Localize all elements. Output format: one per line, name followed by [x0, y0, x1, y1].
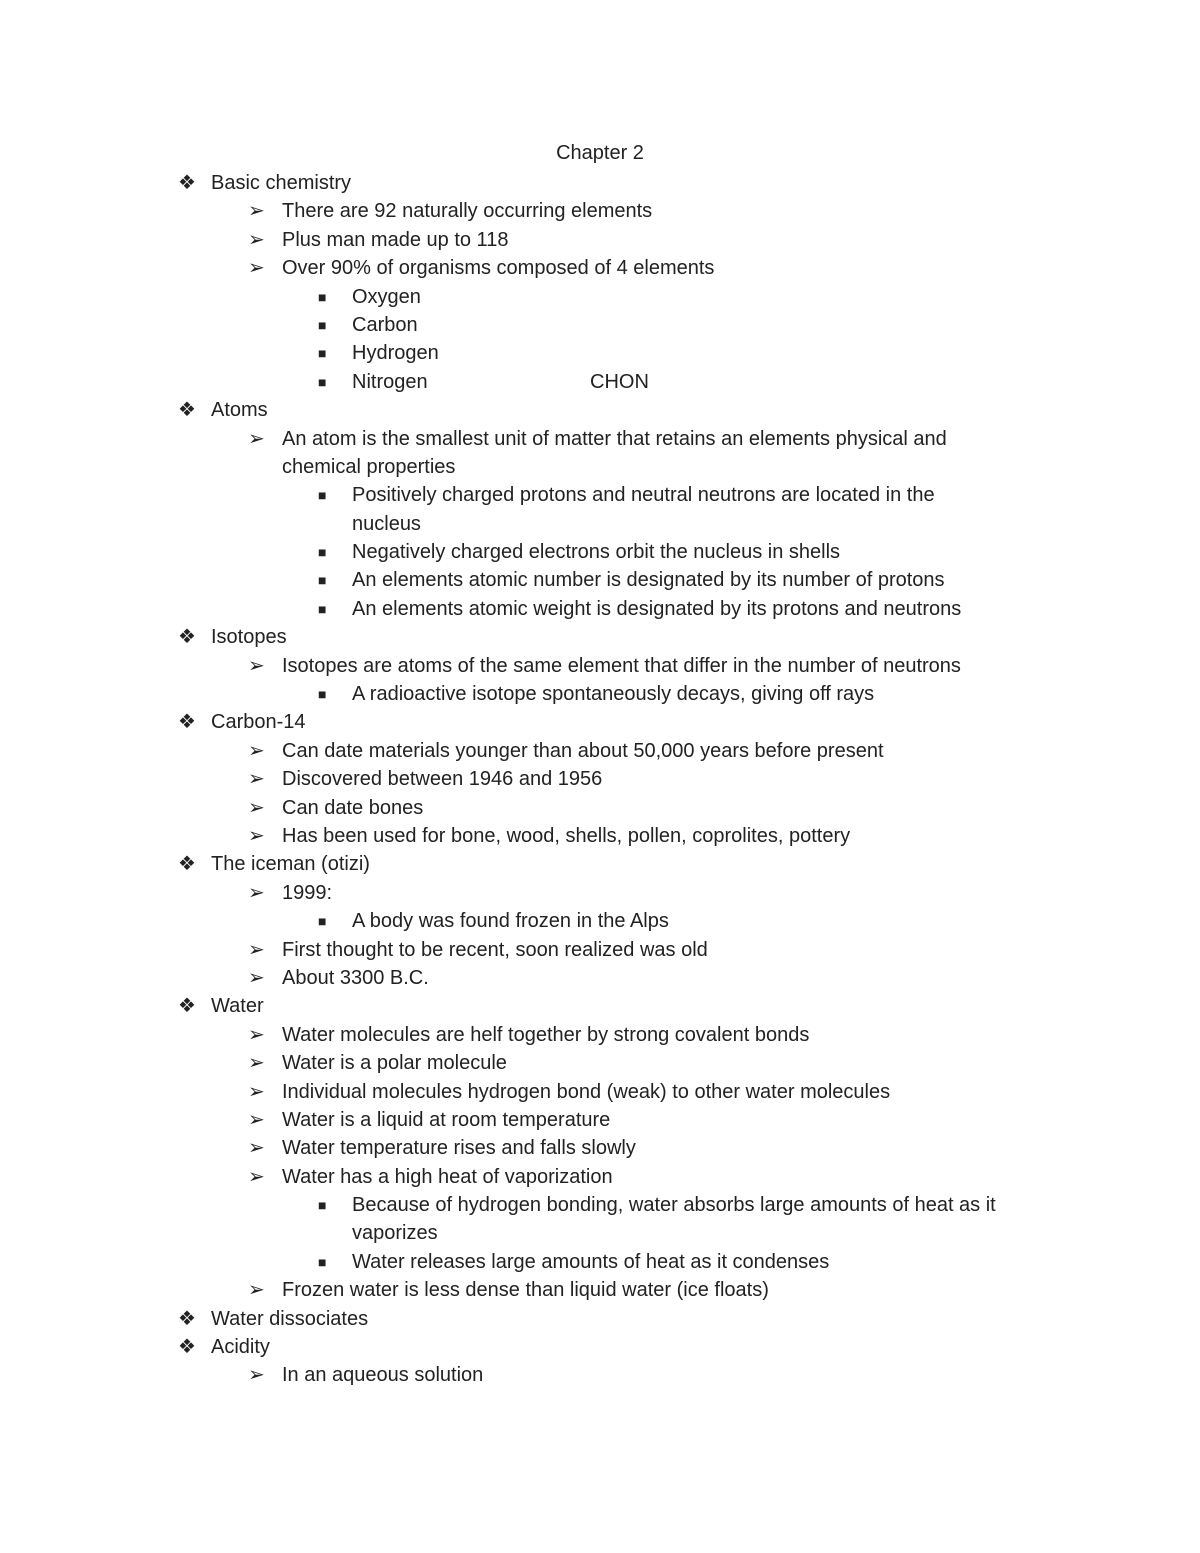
outline-item-text: Hydrogen — [352, 342, 439, 365]
arrowhead-bullet-icon: ➢ — [248, 1279, 265, 1302]
outline-item-level-2 — [0, 1361, 1200, 1389]
outline-item-text: chemical properties — [282, 455, 456, 478]
outline-item-text: Water is a liquid at room temperature — [282, 1108, 611, 1131]
outline-item-level-1 — [0, 169, 1200, 197]
outline-item-text: Isotopes are atoms of the same element that differ in the number of neutrons — [282, 654, 961, 677]
outline-item-text: There are 92 naturally occurring elements — [282, 200, 653, 223]
outline-item-text: An elements atomic weight is designated by its protons and neutrons — [352, 597, 962, 620]
outline-item-level-2 — [0, 226, 1200, 254]
arrowhead-bullet-icon: ➢ — [248, 257, 265, 280]
square-bullet-icon: ■ — [318, 600, 327, 617]
arrowhead-bullet-icon: ➢ — [248, 200, 265, 223]
arrowhead-bullet-icon: ➢ — [248, 1108, 265, 1131]
outline-item-level-2 — [0, 794, 1200, 822]
outline-item-text: Water dissociates — [211, 1307, 369, 1330]
outline-item-text: Water temperature rises and falls slowly — [282, 1137, 636, 1160]
outline-item-text: Water molecules are helf together by strong covalent bonds — [282, 1023, 810, 1046]
diamond-bullet-icon: ❖ — [178, 711, 196, 734]
outline-item-level-3 — [0, 481, 1200, 509]
square-bullet-icon: ■ — [318, 686, 327, 703]
outline-item-text: In an aqueous solution — [282, 1364, 484, 1387]
outline-item-level-2 — [0, 197, 1200, 225]
outline-item-level-3 — [0, 368, 1200, 396]
arrowhead-bullet-icon: ➢ — [248, 824, 265, 847]
outline-item-text: Individual molecules hydrogen bond (weak) to other water molecules — [282, 1080, 891, 1103]
notes-outline — [0, 169, 1200, 1390]
outline-item-level-3 — [0, 1248, 1200, 1276]
outline-item-text: Has been used for bone, wood, shells, pollen, coprolites, pottery — [282, 824, 851, 847]
outline-item-level-2 — [0, 1163, 1200, 1191]
arrowhead-bullet-icon: ➢ — [248, 768, 265, 791]
outline-item-level-3 — [0, 595, 1200, 623]
outline-item-level-3 — [0, 907, 1200, 935]
square-bullet-icon: ■ — [318, 345, 327, 362]
outline-item-level-1 — [0, 708, 1200, 736]
outline-item-level-2 — [0, 765, 1200, 793]
outline-item-text: 1999: — [282, 881, 333, 904]
margin-note: CHON — [590, 370, 649, 393]
outline-item-text: Carbon-14 — [211, 711, 306, 734]
arrowhead-bullet-icon: ➢ — [248, 228, 265, 251]
diamond-bullet-icon: ❖ — [178, 1336, 196, 1359]
outline-item-level-2 — [0, 1021, 1200, 1049]
outline-item-level-2 — [0, 879, 1200, 907]
outline-item-text: An elements atomic number is designated by its number of protons — [352, 569, 945, 592]
outline-item-level-1 — [0, 1333, 1200, 1361]
outline-item-level-1 — [0, 396, 1200, 424]
outline-item-level-2 — [0, 1106, 1200, 1134]
outline-item-text: About 3300 B.C. — [282, 966, 429, 989]
arrowhead-bullet-icon: ➢ — [248, 1052, 265, 1075]
square-bullet-icon: ■ — [318, 544, 327, 561]
outline-item-level-2 — [0, 1049, 1200, 1077]
outline-item-text: Oxygen — [352, 285, 421, 308]
outline-item-text: Because of hydrogen bonding, water absorbs large amounts of heat as it — [352, 1194, 996, 1217]
arrowhead-bullet-icon: ➢ — [248, 739, 265, 762]
outline-item-level-1 — [0, 992, 1200, 1020]
diamond-bullet-icon: ❖ — [178, 172, 196, 194]
outline-item-level-2 — [0, 737, 1200, 765]
outline-item-text: Water is a polar molecule — [282, 1052, 507, 1075]
square-bullet-icon: ■ — [318, 913, 327, 930]
outline-item-level-2 — [0, 1276, 1200, 1304]
square-bullet-icon: ■ — [318, 1197, 327, 1214]
outline-item-level-3 — [0, 680, 1200, 708]
outline-item-level-2 — [0, 1134, 1200, 1162]
outline-item-level-2 — [0, 936, 1200, 964]
diamond-bullet-icon: ❖ — [178, 853, 196, 876]
outline-item-text: A radioactive isotope spontaneously decays, giving off rays — [352, 683, 875, 706]
square-bullet-icon: ■ — [318, 487, 327, 504]
outline-item-text: Nitrogen — [352, 370, 428, 393]
outline-item-text: Water releases large amounts of heat as it condenses — [352, 1250, 830, 1273]
outline-item-level-1 — [0, 623, 1200, 651]
outline-item-text: Can date bones — [282, 796, 424, 819]
diamond-bullet-icon: ❖ — [178, 399, 196, 422]
outline-item-level-3 — [0, 1191, 1200, 1219]
outline-item-text: The iceman (otizi) — [211, 853, 370, 876]
outline-item-level-3 — [0, 283, 1200, 311]
outline-item-continuation — [0, 453, 1200, 481]
outline-item-level-3 — [0, 538, 1200, 566]
arrowhead-bullet-icon: ➢ — [248, 1364, 265, 1387]
outline-item-text: Water — [211, 995, 264, 1018]
outline-item-level-2 — [0, 964, 1200, 992]
outline-item-text: Isotopes — [211, 626, 287, 649]
outline-item-level-2 — [0, 652, 1200, 680]
outline-item-level-2 — [0, 1078, 1200, 1106]
square-bullet-icon: ■ — [318, 316, 327, 333]
outline-item-level-3 — [0, 339, 1200, 367]
outline-item-text: A body was found frozen in the Alps — [352, 910, 669, 933]
outline-item-text: An atom is the smallest unit of matter that retains an elements physical and — [282, 427, 947, 450]
outline-item-text: Frozen water is less dense than liquid water (ice floats) — [282, 1279, 769, 1302]
arrowhead-bullet-icon: ➢ — [248, 1165, 265, 1188]
outline-item-continuation — [0, 1219, 1200, 1247]
square-bullet-icon: ■ — [318, 288, 327, 305]
outline-item-text: nucleus — [352, 512, 421, 535]
outline-item-text: Plus man made up to 118 — [282, 228, 509, 251]
outline-item-level-2 — [0, 254, 1200, 282]
outline-item-level-1 — [0, 1305, 1200, 1333]
outline-item-text: Can date materials younger than about 50,000 years before present — [282, 739, 884, 762]
outline-item-text: Over 90% of organisms composed of 4 elements — [282, 257, 715, 280]
arrowhead-bullet-icon: ➢ — [248, 1080, 265, 1103]
outline-item-text: Negatively charged electrons orbit the nucleus in shells — [352, 541, 841, 564]
arrowhead-bullet-icon: ➢ — [248, 796, 265, 819]
outline-item-text: Acidity — [211, 1336, 270, 1359]
outline-item-text: vaporizes — [352, 1222, 438, 1245]
outline-item-text: First thought to be recent, soon realized was old — [282, 938, 708, 961]
outline-item-text: Positively charged protons and neutral neutrons are located in the — [352, 484, 935, 507]
outline-item-level-3 — [0, 566, 1200, 594]
outline-item-level-1 — [0, 850, 1200, 878]
outline-item-text: Atoms — [211, 399, 268, 422]
diamond-bullet-icon: ❖ — [178, 1307, 196, 1330]
square-bullet-icon: ■ — [318, 572, 327, 589]
arrowhead-bullet-icon: ➢ — [248, 1023, 265, 1046]
outline-item-level-2 — [0, 425, 1200, 453]
arrowhead-bullet-icon: ➢ — [248, 881, 265, 904]
arrowhead-bullet-icon: ➢ — [248, 1137, 265, 1160]
arrowhead-bullet-icon: ➢ — [248, 938, 265, 961]
outline-item-level-2 — [0, 822, 1200, 850]
outline-item-text: Water has a high heat of vaporization — [282, 1165, 613, 1188]
square-bullet-icon: ■ — [318, 1253, 327, 1270]
outline-item-text: Basic chemistry — [211, 172, 352, 194]
outline-item-text: Carbon — [352, 313, 418, 336]
square-bullet-icon: ■ — [318, 373, 327, 390]
outline-item-text: Discovered between 1946 and 1956 — [282, 768, 603, 791]
outline-item-level-3 — [0, 311, 1200, 339]
outline-item-continuation — [0, 510, 1200, 538]
document-title: Chapter 2 — [556, 142, 644, 164]
arrowhead-bullet-icon: ➢ — [248, 427, 265, 450]
arrowhead-bullet-icon: ➢ — [248, 966, 265, 989]
diamond-bullet-icon: ❖ — [178, 995, 196, 1018]
diamond-bullet-icon: ❖ — [178, 626, 196, 649]
arrowhead-bullet-icon: ➢ — [248, 654, 265, 677]
